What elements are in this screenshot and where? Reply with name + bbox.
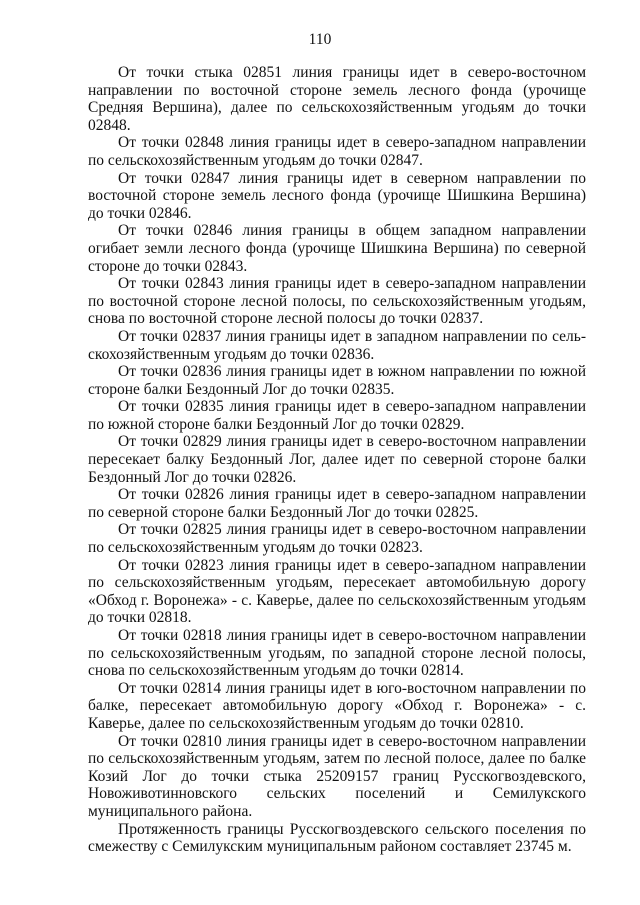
paragraph: От точки 02823 линия границы идет в северо-западном направлении по сельскохозяйственным угодьям, пересекает автомобильную дорогу «Обход г. Воронежа» - с. Каверье, далее по сельскохозяйственным угодьям до точки 02818. [88,556,586,627]
body-text [88,64,586,856]
paragraph: От точки 02818 линия границы идет в северо-восточном направлении по сельскохозяйственным угодьям, по западной стороне лесной полосы, снова по сельскохозяйственным угодьям до точки 02814. [88,627,586,680]
paragraph: От точки 02810 линия границы идет в северо-восточном направлении по сельскохозяйственным угодьям, затем по лесной полосе, далее по балке Козий Лог до точки стыка 25209157 границ Русскогвоздевского, Новоживотинновского сельских поселений и Семилукского муниципального района. [88,732,586,820]
paragraph: Протяженность границы Русскогвоздевского сельского поселения по смежеству с Семилукским муниципальным районом составляет 23745 м. [88,820,586,856]
page-number: 110 [308,31,332,48]
paragraph: От точки 02846 линия границы в общем западном направлении огибает земли лесного фонда (урочище Шишкина Вершина) по северной стороне до точки 02843. [88,222,586,275]
paragraph: От точки 02826 линия границы идет в северо-западном направлении по северной стороне балки Бездонный Лог до точки 02825. [88,486,586,521]
paragraph: От точки 02843 линия границы идет в северо-западном направлении по восточной стороне лесной полосы, по сельскохозяйственным угодьям, снова по восточной стороне лесной полосы до точки 02837. [88,275,586,328]
paragraph: От точки 02814 линия границы идет в юго-восточном направлении по балке, пересекает автомобильную дорогу «Обход г. Воронежа» - с. Каверье, далее по сельскохозяйственным угодьям до точки 02810. [88,679,586,732]
paragraph: От точки 02847 линия границы идет в северном направлении по восточной стороне земель лесного фонда (урочище Шишкина Вершина) до точки 02846. [88,169,586,222]
paragraph: От точки 02836 линия границы идет в южном направлении по южной стороне балки Бездонный Лог до точки 02835. [88,363,586,398]
paragraph: От точки 02848 линия границы идет в северо-западном направлении по сельскохозяйственным угодьям до точки 02847. [88,134,586,169]
paragraph: От точки 02829 линия границы идет в северо-восточном направлении пересекает балку Бездонный Лог, далее идет по северной стороне балки Бездонный Лог до точки 02826. [88,433,586,486]
paragraph: От точки 02837 линия границы идет в западном направлении по сельскохозяйственным угодьям до точки 02836. [88,327,586,363]
paragraph: От точки 02825 линия границы идет в северо-восточном направлении по сельскохозяйственным угодьям до точки 02823. [88,521,586,557]
paragraph: От точки стыка 02851 линия границы идет в северо-восточном направлении по восточной стороне земель лесного фонда (урочище Средняя Вершина), далее по сельскохозяйственным угодьям до точки 02848. [88,64,586,134]
paragraph: От точки 02835 линия границы идет в северо-западном направлении по южной стороне балки Бездонный Лог до точки 02829. [88,398,586,433]
